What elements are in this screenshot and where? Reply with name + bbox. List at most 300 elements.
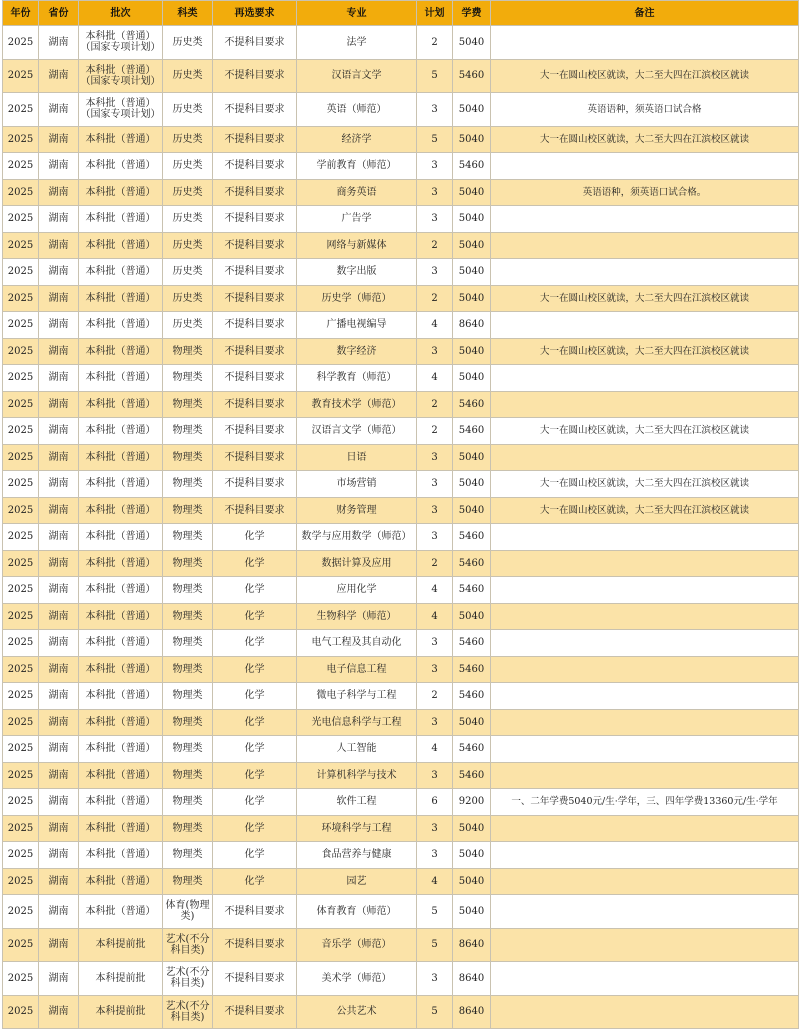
cell-major: 环境科学与工程 — [297, 815, 417, 842]
cell-tuition: 5460 — [453, 630, 491, 657]
cell-tuition: 5040 — [453, 709, 491, 736]
cell-year: 2025 — [3, 153, 39, 180]
cell-category: 物理类 — [163, 471, 213, 498]
cell-batch: 本科批（普通） — [79, 338, 163, 365]
cell-year: 2025 — [3, 762, 39, 789]
table-row — [3, 444, 799, 471]
cell-plan: 3 — [417, 206, 453, 233]
admission-plan-table — [2, 0, 799, 1029]
table-row — [3, 179, 799, 206]
cell-notes — [491, 815, 799, 842]
cell-major: 光电信息科学与工程 — [297, 709, 417, 736]
cell-province: 湖南 — [39, 524, 79, 551]
cell-plan: 4 — [417, 577, 453, 604]
cell-plan: 2 — [417, 683, 453, 710]
cell-batch: 本科批（普通） — [79, 683, 163, 710]
table-row — [3, 524, 799, 551]
cell-batch: 本科批（普通） — [79, 868, 163, 895]
cell-plan: 3 — [417, 471, 453, 498]
cell-subject-requirement: 化学 — [213, 789, 297, 816]
cell-notes — [491, 524, 799, 551]
cell-category: 历史类 — [163, 93, 213, 127]
cell-subject-requirement: 不提科目要求 — [213, 93, 297, 127]
cell-line: 科目类) — [170, 978, 205, 990]
cell-subject-requirement: 不提科目要求 — [213, 365, 297, 392]
cell-subject-requirement: 化学 — [213, 683, 297, 710]
table-row — [3, 577, 799, 604]
cell-category: 物理类 — [163, 709, 213, 736]
cell-plan: 5 — [417, 995, 453, 1029]
cell-batch: 本科批（普通） — [79, 550, 163, 577]
cell-major: 数字出版 — [297, 259, 417, 286]
cell-province: 湖南 — [39, 259, 79, 286]
cell-major: 生物科学（师范） — [297, 603, 417, 630]
cell-plan: 4 — [417, 365, 453, 392]
cell-batch: 本科批（普通） — [79, 709, 163, 736]
cell-category: 物理类 — [163, 736, 213, 763]
cell-year: 2025 — [3, 550, 39, 577]
cell-category: 物理类 — [163, 789, 213, 816]
table-row — [3, 928, 799, 962]
cell-year: 2025 — [3, 928, 39, 962]
cell-tuition: 5040 — [453, 365, 491, 392]
cell-notes — [491, 312, 799, 339]
cell-year: 2025 — [3, 59, 39, 93]
cell-tuition: 5460 — [453, 550, 491, 577]
cell-batch — [79, 26, 163, 60]
cell-province: 湖南 — [39, 762, 79, 789]
cell-plan: 6 — [417, 789, 453, 816]
table-row — [3, 603, 799, 630]
cell-tuition: 5040 — [453, 471, 491, 498]
cell-batch: 本科批（普通） — [79, 391, 163, 418]
cell-notes — [491, 630, 799, 657]
cell-batch: 本科批（普通） — [79, 842, 163, 869]
cell-category: 物理类 — [163, 815, 213, 842]
cell-tuition: 5460 — [453, 59, 491, 93]
cell-province: 湖南 — [39, 630, 79, 657]
cell-category — [163, 962, 213, 996]
table-row — [3, 995, 799, 1029]
cell-plan: 3 — [417, 815, 453, 842]
cell-plan: 4 — [417, 736, 453, 763]
cell-subject-requirement: 不提科目要求 — [213, 153, 297, 180]
cell-major: 人工智能 — [297, 736, 417, 763]
cell-province: 湖南 — [39, 365, 79, 392]
cell-plan: 4 — [417, 312, 453, 339]
cell-batch: 本科批（普通） — [79, 232, 163, 259]
cell-major: 计算机科学与技术 — [297, 762, 417, 789]
cell-tuition: 5040 — [453, 285, 491, 312]
cell-notes — [491, 577, 799, 604]
cell-plan: 3 — [417, 709, 453, 736]
cell-subject-requirement: 化学 — [213, 762, 297, 789]
cell-batch: 本科批（普通） — [79, 418, 163, 445]
cell-subject-requirement: 化学 — [213, 656, 297, 683]
cell-batch: 本科批（普通） — [79, 497, 163, 524]
cell-year: 2025 — [3, 497, 39, 524]
cell-year: 2025 — [3, 312, 39, 339]
cell-line: 艺术(不分 — [165, 933, 210, 945]
cell-category: 历史类 — [163, 285, 213, 312]
cell-subject-requirement: 不提科目要求 — [213, 206, 297, 233]
cell-subject-requirement: 不提科目要求 — [213, 471, 297, 498]
cell-tuition: 5460 — [453, 736, 491, 763]
cell-major: 教育技术学（师范） — [297, 391, 417, 418]
cell-tuition: 5040 — [453, 444, 491, 471]
cell-notes — [491, 995, 799, 1029]
cell-major: 历史学（师范） — [297, 285, 417, 312]
cell-line: 本科批（普通） — [85, 31, 156, 43]
cell-plan: 3 — [417, 338, 453, 365]
cell-notes: 英语语种，须英语口试合格。 — [491, 179, 799, 206]
cell-tuition: 5040 — [453, 497, 491, 524]
cell-tuition: 5460 — [453, 418, 491, 445]
header-province: 省份 — [39, 1, 79, 26]
cell-tuition: 9200 — [453, 789, 491, 816]
cell-category: 物理类 — [163, 365, 213, 392]
cell-province: 湖南 — [39, 550, 79, 577]
cell-major: 汉语言文学 — [297, 59, 417, 93]
cell-major: 广播电视编导 — [297, 312, 417, 339]
cell-province: 湖南 — [39, 153, 79, 180]
cell-notes — [491, 26, 799, 60]
cell-category: 物理类 — [163, 842, 213, 869]
cell-notes — [491, 550, 799, 577]
cell-province: 湖南 — [39, 497, 79, 524]
cell-year: 2025 — [3, 577, 39, 604]
cell-tuition: 8640 — [453, 962, 491, 996]
cell-plan: 3 — [417, 524, 453, 551]
cell-batch: 本科批（普通） — [79, 126, 163, 153]
cell-province: 湖南 — [39, 59, 79, 93]
cell-line: 类) — [180, 911, 195, 923]
cell-notes — [491, 895, 799, 929]
cell-batch: 本科批（普通） — [79, 789, 163, 816]
cell-year: 2025 — [3, 815, 39, 842]
cell-plan: 5 — [417, 59, 453, 93]
cell-province: 湖南 — [39, 418, 79, 445]
cell-major: 应用化学 — [297, 577, 417, 604]
cell-batch: 本科批（普通） — [79, 736, 163, 763]
cell-category: 物理类 — [163, 603, 213, 630]
cell-plan: 5 — [417, 928, 453, 962]
cell-plan: 3 — [417, 93, 453, 127]
cell-year: 2025 — [3, 418, 39, 445]
cell-batch: 本科批（普通） — [79, 656, 163, 683]
cell-notes — [491, 206, 799, 233]
cell-province: 湖南 — [39, 206, 79, 233]
cell-category — [163, 928, 213, 962]
table-row — [3, 365, 799, 392]
cell-province: 湖南 — [39, 736, 79, 763]
cell-year: 2025 — [3, 962, 39, 996]
cell-tuition: 5040 — [453, 206, 491, 233]
cell-tuition: 5040 — [453, 179, 491, 206]
cell-notes — [491, 736, 799, 763]
cell-year: 2025 — [3, 471, 39, 498]
cell-category: 历史类 — [163, 26, 213, 60]
cell-notes: 大一在圆山校区就读，大二至大四在江滨校区就读 — [491, 59, 799, 93]
cell-batch: 本科批（普通） — [79, 815, 163, 842]
cell-line: 艺术(不分 — [165, 1000, 210, 1012]
cell-batch — [79, 59, 163, 93]
table-row — [3, 815, 799, 842]
cell-year: 2025 — [3, 232, 39, 259]
cell-batch: 本科批（普通） — [79, 630, 163, 657]
header-major: 专业 — [297, 1, 417, 26]
cell-subject-requirement: 不提科目要求 — [213, 338, 297, 365]
cell-major: 微电子科学与工程 — [297, 683, 417, 710]
cell-province: 湖南 — [39, 962, 79, 996]
table-row — [3, 126, 799, 153]
cell-tuition: 8640 — [453, 312, 491, 339]
cell-tuition: 5460 — [453, 762, 491, 789]
header-subject-requirement: 再选要求 — [213, 1, 297, 26]
cell-province: 湖南 — [39, 444, 79, 471]
table-row — [3, 153, 799, 180]
table-row — [3, 338, 799, 365]
cell-notes — [491, 842, 799, 869]
cell-category: 历史类 — [163, 59, 213, 93]
cell-batch: 本科批（普通） — [79, 444, 163, 471]
cell-plan: 3 — [417, 842, 453, 869]
cell-category: 物理类 — [163, 683, 213, 710]
header-row — [3, 1, 799, 26]
cell-province: 湖南 — [39, 895, 79, 929]
cell-subject-requirement: 不提科目要求 — [213, 418, 297, 445]
cell-subject-requirement: 不提科目要求 — [213, 59, 297, 93]
cell-subject-requirement: 化学 — [213, 709, 297, 736]
cell-subject-requirement: 化学 — [213, 630, 297, 657]
cell-tuition: 5460 — [453, 153, 491, 180]
cell-province: 湖南 — [39, 842, 79, 869]
cell-province: 湖南 — [39, 789, 79, 816]
cell-year: 2025 — [3, 630, 39, 657]
cell-year: 2025 — [3, 736, 39, 763]
cell-plan: 2 — [417, 550, 453, 577]
cell-batch: 本科提前批 — [79, 928, 163, 962]
cell-major: 食品营养与健康 — [297, 842, 417, 869]
cell-province: 湖南 — [39, 26, 79, 60]
cell-tuition: 5040 — [453, 815, 491, 842]
table-row — [3, 232, 799, 259]
cell-category: 物理类 — [163, 497, 213, 524]
table-row — [3, 391, 799, 418]
cell-plan: 3 — [417, 259, 453, 286]
cell-major: 数据计算及应用 — [297, 550, 417, 577]
cell-subject-requirement: 不提科目要求 — [213, 285, 297, 312]
cell-subject-requirement: 化学 — [213, 736, 297, 763]
cell-notes — [491, 709, 799, 736]
cell-tuition: 5460 — [453, 577, 491, 604]
table-row — [3, 709, 799, 736]
cell-notes: 大一在圆山校区就读，大二至大四在江滨校区就读 — [491, 471, 799, 498]
cell-subject-requirement: 不提科目要求 — [213, 259, 297, 286]
cell-major: 广告学 — [297, 206, 417, 233]
cell-province: 湖南 — [39, 285, 79, 312]
table-row — [3, 26, 799, 60]
header-category: 科类 — [163, 1, 213, 26]
cell-plan: 3 — [417, 762, 453, 789]
cell-batch: 本科批（普通） — [79, 153, 163, 180]
cell-notes — [491, 444, 799, 471]
cell-line: 体育(物理 — [165, 900, 210, 912]
cell-tuition: 5460 — [453, 683, 491, 710]
cell-notes — [491, 683, 799, 710]
cell-batch: 本科批（普通） — [79, 259, 163, 286]
cell-tuition: 5040 — [453, 93, 491, 127]
cell-province: 湖南 — [39, 232, 79, 259]
cell-notes: 大一在圆山校区就读，大二至大四在江滨校区就读 — [491, 285, 799, 312]
cell-year: 2025 — [3, 995, 39, 1029]
cell-major: 科学教育（师范） — [297, 365, 417, 392]
cell-notes — [491, 656, 799, 683]
cell-major: 市场营销 — [297, 471, 417, 498]
cell-subject-requirement: 不提科目要求 — [213, 928, 297, 962]
table-row — [3, 868, 799, 895]
cell-major: 汉语言文学（师范） — [297, 418, 417, 445]
cell-batch: 本科提前批 — [79, 995, 163, 1029]
cell-subject-requirement: 不提科目要求 — [213, 312, 297, 339]
header-plan: 计划 — [417, 1, 453, 26]
cell-tuition: 8640 — [453, 995, 491, 1029]
cell-line: （国家专项计划） — [80, 42, 161, 54]
cell-category: 物理类 — [163, 550, 213, 577]
cell-subject-requirement: 不提科目要求 — [213, 391, 297, 418]
table-row — [3, 736, 799, 763]
table-row — [3, 93, 799, 127]
cell-batch: 本科批（普通） — [79, 285, 163, 312]
table-row — [3, 630, 799, 657]
cell-plan: 5 — [417, 895, 453, 929]
cell-category: 物理类 — [163, 338, 213, 365]
cell-major: 财务管理 — [297, 497, 417, 524]
table-row — [3, 656, 799, 683]
header-batch: 批次 — [79, 1, 163, 26]
table-row — [3, 312, 799, 339]
cell-province: 湖南 — [39, 709, 79, 736]
table-row — [3, 550, 799, 577]
admission-plan-table-container — [2, 0, 798, 1029]
cell-notes: 大一在圆山校区就读，大二至大四在江滨校区就读 — [491, 497, 799, 524]
cell-subject-requirement: 不提科目要求 — [213, 995, 297, 1029]
cell-category: 物理类 — [163, 630, 213, 657]
cell-batch: 本科批（普通） — [79, 895, 163, 929]
header-tuition: 学费 — [453, 1, 491, 26]
cell-tuition: 8640 — [453, 928, 491, 962]
cell-notes — [491, 153, 799, 180]
cell-subject-requirement: 不提科目要求 — [213, 497, 297, 524]
cell-category: 物理类 — [163, 418, 213, 445]
cell-subject-requirement: 化学 — [213, 815, 297, 842]
cell-plan: 3 — [417, 630, 453, 657]
cell-category: 历史类 — [163, 232, 213, 259]
cell-province: 湖南 — [39, 93, 79, 127]
table-row — [3, 683, 799, 710]
cell-category: 历史类 — [163, 259, 213, 286]
cell-line: 科目类) — [170, 1011, 205, 1023]
cell-notes: 大一在圆山校区就读，大二至大四在江滨校区就读 — [491, 418, 799, 445]
cell-subject-requirement: 不提科目要求 — [213, 232, 297, 259]
cell-major: 美术学（师范） — [297, 962, 417, 996]
cell-plan: 3 — [417, 497, 453, 524]
cell-category: 历史类 — [163, 179, 213, 206]
cell-line: （国家专项计划） — [80, 109, 161, 121]
cell-notes: 一、二年学费5040元/生·学年，三、四年学费13360元/生·学年 — [491, 789, 799, 816]
cell-subject-requirement: 不提科目要求 — [213, 26, 297, 60]
cell-year: 2025 — [3, 603, 39, 630]
cell-category: 物理类 — [163, 391, 213, 418]
cell-plan: 3 — [417, 153, 453, 180]
cell-tuition: 5040 — [453, 126, 491, 153]
cell-batch: 本科批（普通） — [79, 206, 163, 233]
cell-plan: 3 — [417, 179, 453, 206]
cell-tuition: 5460 — [453, 524, 491, 551]
cell-notes — [491, 259, 799, 286]
cell-batch: 本科批（普通） — [79, 524, 163, 551]
cell-category: 历史类 — [163, 153, 213, 180]
cell-year: 2025 — [3, 842, 39, 869]
cell-notes — [491, 762, 799, 789]
cell-batch: 本科批（普通） — [79, 365, 163, 392]
cell-major: 网络与新媒体 — [297, 232, 417, 259]
cell-category: 历史类 — [163, 126, 213, 153]
cell-tuition: 5040 — [453, 338, 491, 365]
cell-major: 英语（师范） — [297, 93, 417, 127]
cell-year: 2025 — [3, 259, 39, 286]
table-row — [3, 962, 799, 996]
cell-year: 2025 — [3, 126, 39, 153]
cell-major: 商务英语 — [297, 179, 417, 206]
cell-plan: 2 — [417, 26, 453, 60]
cell-notes — [491, 868, 799, 895]
cell-subject-requirement: 不提科目要求 — [213, 895, 297, 929]
cell-category: 物理类 — [163, 444, 213, 471]
cell-category — [163, 995, 213, 1029]
cell-batch: 本科批（普通） — [79, 603, 163, 630]
cell-year: 2025 — [3, 93, 39, 127]
cell-subject-requirement: 化学 — [213, 603, 297, 630]
cell-year: 2025 — [3, 444, 39, 471]
cell-major: 法学 — [297, 26, 417, 60]
cell-province: 湖南 — [39, 391, 79, 418]
cell-province: 湖南 — [39, 577, 79, 604]
cell-category: 物理类 — [163, 868, 213, 895]
cell-tuition: 5460 — [453, 656, 491, 683]
table-row — [3, 471, 799, 498]
cell-tuition: 5040 — [453, 232, 491, 259]
cell-subject-requirement: 不提科目要求 — [213, 444, 297, 471]
cell-plan: 5 — [417, 126, 453, 153]
cell-province: 湖南 — [39, 683, 79, 710]
cell-category — [163, 895, 213, 929]
cell-plan: 3 — [417, 444, 453, 471]
cell-notes — [491, 365, 799, 392]
cell-major: 园艺 — [297, 868, 417, 895]
table-row — [3, 497, 799, 524]
cell-major: 软件工程 — [297, 789, 417, 816]
cell-subject-requirement: 化学 — [213, 842, 297, 869]
cell-major: 数学与应用数学（师范） — [297, 524, 417, 551]
cell-province: 湖南 — [39, 995, 79, 1029]
cell-notes — [491, 603, 799, 630]
cell-batch — [79, 93, 163, 127]
cell-year: 2025 — [3, 26, 39, 60]
cell-major: 体育教育（师范） — [297, 895, 417, 929]
cell-subject-requirement: 化学 — [213, 550, 297, 577]
cell-category: 物理类 — [163, 656, 213, 683]
